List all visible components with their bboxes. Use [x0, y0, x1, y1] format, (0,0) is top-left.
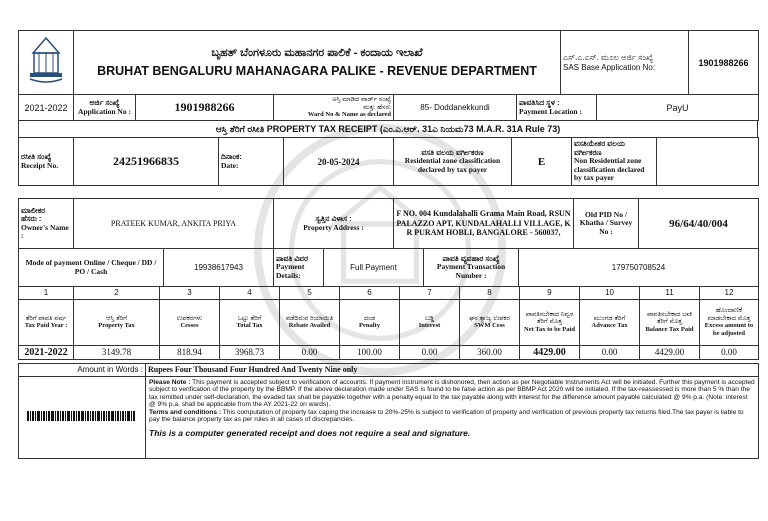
- sas-label-kannada: ಎಸ್.ಎ.ಎಸ್. ಮೂಲ ಅರ್ಜಿ ಸಂಖ್ಯೆ: [563, 53, 654, 62]
- column-header-row: [19, 299, 759, 345]
- barcode-icon: [27, 411, 137, 421]
- tax-year: 2021-2022: [19, 95, 74, 121]
- column-number: 10: [580, 287, 640, 300]
- column-header: SWM Cess: [474, 322, 505, 329]
- receipt-label-kannada: ರಸೀತಿ ಸಂಖ್ಯೆ: [21, 152, 52, 161]
- header-title-english: BRUHAT BENGALURU MAHANAGARA PALIKE - REVENUE DEPARTMENT: [97, 64, 537, 78]
- owner-row: [18, 198, 759, 249]
- nonresidential-zone-value: [657, 138, 759, 186]
- column-number: 6: [340, 287, 400, 300]
- column-header-kannada: ಬಡ್ಡಿ: [424, 314, 435, 322]
- receipt-date: 20-05-2024: [284, 138, 394, 186]
- column-header: Balance Tax Paid: [645, 325, 694, 333]
- date-label: Date:: [221, 160, 239, 170]
- header-title-kannada: ಬೃಹತ್ ಬೆಂಗಳೂರು ಮಹಾನಗರ ಪಾಲಿಕೆ - ಕಂದಾಯ ಇಲಾಖೆ: [211, 47, 423, 59]
- receipt-row: [18, 137, 759, 186]
- pid-label: Old PID No / Khatha / Survey No :: [574, 199, 639, 249]
- nonresidential-zone-label-kannada: ವಸತಿಯೇತರ ವಲಯ ವರ್ಗೀಕರಣ: [574, 139, 625, 157]
- receipt-title-kannada: ಆಸ್ತಿ ತೆರಿಗೆ ರಸೀತಿ: [215, 123, 265, 134]
- excess-amount-value: 0.00: [700, 345, 759, 359]
- column-number: 1: [19, 287, 74, 300]
- column-header-kannada: ಹೊಂದಾಣಿಕೆ ಮಾಡಬೇಕಾದ ಮೊತ್ತ: [707, 307, 751, 322]
- ward-label: Ward No & Name as declared: [307, 111, 391, 119]
- column-header: Penalty: [359, 322, 380, 329]
- sas-label-english: SAS Base Application No:: [563, 62, 656, 72]
- column-header-kannada: ಘನ ತ್ಯಾಜ್ಯ ಉಪಕರ: [469, 314, 510, 322]
- payment-mode-value: 19938617943: [164, 249, 274, 287]
- application-label: Application No :: [78, 106, 131, 116]
- column-header: Rebate Availed: [288, 322, 331, 329]
- transaction-label-kannada: ಪಾವತಿ ವ್ಯವಹಾರ ಸಂಖ್ಯೆ: [442, 253, 500, 263]
- advance-tax-value: 0.00: [580, 345, 640, 359]
- payment-location-label: Payment Location :: [519, 106, 582, 116]
- payment-location-label-kannada: ಪಾವತಿಸಿದ ಸ್ಥಳ :: [519, 98, 560, 107]
- column-number: 2: [74, 287, 160, 300]
- receipt-title-row: [18, 120, 758, 138]
- tax-breakdown-table: [18, 286, 759, 360]
- pid-value: 96/64/40/004: [639, 199, 759, 249]
- payment-location-value: PayU: [597, 95, 759, 121]
- column-header: Total Tax: [236, 322, 263, 329]
- ward-label-kannada-2: ಮತ್ತು ಹೆಸರು: [363, 103, 391, 111]
- nonresidential-zone-label: Non Residential zone classification declared by tax payer: [574, 156, 645, 183]
- column-header-kannada: ಆಸ್ತಿ ತೆರಿಗೆ: [105, 314, 127, 322]
- column-header-kannada: ಒಟ್ಟು ತೆರಿಗೆ: [237, 314, 262, 322]
- owner-label: Owner's Name :: [21, 222, 69, 240]
- rebate-value: 0.00: [280, 345, 340, 359]
- owner-name: PRATEEK KUMAR, ANKITA PRIYA: [74, 199, 274, 249]
- column-header-kannada: ಪಡೆದಿರುವ ರಿಯಾಯಿತಿ: [285, 314, 334, 322]
- bbmp-logo: [19, 31, 74, 95]
- ward-label-kannada-1: ಅಸ್ತಿ ಮಾಡಿದ ವಾರ್ಡ್ ಸಂಖ್ಯೆ: [332, 96, 391, 104]
- application-label-kannada: ಅರ್ಜಿ ಸಂಖ್ಯೆ: [89, 98, 120, 107]
- note-text: This payment is accepted subject to verification of accounts. If payment instrument is dishonored, then action as per Negotiable Instruments Act will be initiated. Further this payment is accepted subject to verification of the property by the BBMP. If the above declaration made under SAS is found to be false action as per BBMP Act 2020 will be initiated. If the tax-reassessed is more than 5 % than the tax remitted under self-declaration, the evaded tax shall be payable together with a penalty equal to the tax payable along with interest for the difference amount payable calculated @ 9% p.a. (Note: interest @ 9% p.a. shall be applicable from the AY 2021-22 on wards).: [149, 378, 755, 409]
- cesses-value: 818.94: [160, 345, 220, 359]
- column-header: Cesses: [180, 322, 199, 329]
- amount-in-words: Rupees Four Thousand Four Hundred And Twenty Nine only: [146, 364, 759, 377]
- net-tax-value: 4429.00: [520, 345, 580, 359]
- owner-label-kannada-2: ಹೆಸರು :: [21, 214, 42, 223]
- ward-value: 85- Doddanekkundi: [394, 95, 517, 121]
- column-number: 11: [640, 287, 700, 300]
- application-row: [18, 94, 759, 121]
- note-label: Please Note :: [149, 378, 191, 386]
- transaction-number: 179750708524: [519, 249, 759, 287]
- column-number: 4: [220, 287, 280, 300]
- residential-zone-label-kannada: ವಸತಿ ವಲಯ ವರ್ಗೀಕರಣ: [421, 147, 484, 157]
- payment-details-value: Full Payment: [324, 249, 424, 287]
- column-header: Excess amount to be adjusted: [704, 322, 754, 337]
- payment-details-label: Payment Details:: [276, 262, 305, 280]
- amount-words-label: Amount in Words :: [19, 364, 146, 377]
- column-header-kannada: ಪಾವತಿಸಬೇಕಾದ ನಿವ್ವಳ ತೆರಿಗೆ ಮೊತ್ತ: [525, 310, 574, 326]
- column-header: Net Tax to be Paid: [524, 325, 575, 333]
- residential-zone-label: Residential zone classification declared by tax payer: [404, 156, 501, 174]
- notes-table: [18, 363, 759, 459]
- receipt-title: PROPERTY TAX RECEIPT (ಎಂ.ಎ.ಆರ್. 31ಎ ನಿಯಮ73 M.A.R. 31A Rule 73): [266, 123, 561, 134]
- column-header-kannada: ಪಾವತಿಸಬೇಕಾದ ಬಾಕಿ ತೆರಿಗೆ ಮೊತ್ತ: [646, 310, 693, 326]
- address-label-kannada: ಸ್ವತ್ತಿನ ವಿಳಾಸ :: [315, 214, 352, 223]
- column-number: 7: [400, 287, 460, 300]
- column-number: 8: [460, 287, 520, 300]
- payment-row: [18, 248, 759, 287]
- tax-paid-year-value: 2021-2022: [19, 345, 74, 359]
- application-number: 1901988266: [136, 95, 274, 121]
- terms-label: Terms and conditions :: [149, 408, 222, 416]
- table-row: [19, 345, 759, 359]
- column-header-kannada: ಉಪಕರಗಳು: [176, 314, 203, 322]
- column-number: 5: [280, 287, 340, 300]
- owner-label-kannada-1: ಮಾಲೀಕರ: [21, 205, 46, 215]
- column-header: Property Tax: [98, 322, 135, 329]
- date-label-kannada: ದಿನಾಂಕ:: [221, 152, 242, 161]
- column-number: 12: [700, 287, 759, 300]
- payment-mode-label: Mode of payment Online / Cheque / DD / PO / Cash: [19, 249, 164, 287]
- swm-cess-value: 360.00: [460, 345, 520, 359]
- transaction-label: Payment Transaction Number :: [436, 262, 506, 280]
- terms-and-conditions: [149, 409, 755, 424]
- payment-details-label-kannada: ಪಾವತಿ ವಿವರ: [276, 253, 308, 263]
- barcode: [19, 376, 146, 458]
- column-number: 9: [520, 287, 580, 300]
- receipt-label: Receipt No.: [21, 160, 59, 170]
- terms-text: This computation of property tax caping the increase to 20%-25% is subject to verification of property and verification of previous property tax returns filed.The tax payer is liable to pay the balance property tax as per rules in all cases of discrepancies.: [149, 408, 744, 424]
- column-header-kannada: ದಂಡ: [363, 314, 376, 322]
- total-tax-value: 3968.73: [220, 345, 280, 359]
- column-header-kannada: ತೆರಿಗೆ ಪಾವತಿ ವರ್ಷ: [25, 314, 67, 322]
- property-tax-value: 3149.78: [74, 345, 160, 359]
- column-header: Tax Paid Year :: [24, 322, 68, 329]
- receipt-number: 24251966835: [74, 138, 219, 186]
- column-header: Interest: [418, 322, 441, 329]
- column-number: 3: [160, 287, 220, 300]
- column-header-kannada: ಮುಂಗಡ ತೆರಿಗೆ: [593, 314, 626, 322]
- header-table: [18, 30, 759, 95]
- column-number-row: [19, 287, 759, 300]
- sas-application-number: 1901988266: [689, 31, 759, 95]
- computer-generated-note: This is a computer generated receipt and does not require a seal and signature.: [149, 428, 471, 439]
- interest-value: 0.00: [400, 345, 460, 359]
- address-label: Property Address :: [303, 222, 364, 232]
- penalty-value: 100.00: [340, 345, 400, 359]
- payment-note: [149, 379, 755, 409]
- column-header: Advance Tax: [591, 322, 628, 329]
- balance-tax-value: 4429.00: [640, 345, 700, 359]
- residential-zone-value: E: [512, 138, 572, 186]
- bbmp-logo-icon: [26, 35, 66, 85]
- property-address: F NO. 004 Kundalahalli Grama Main Road, RSUN PALAZZO APT, KUNDALAHALLI VILLAGE, K R PURAM HOBLI, BANGALORE - 560037,: [394, 199, 574, 249]
